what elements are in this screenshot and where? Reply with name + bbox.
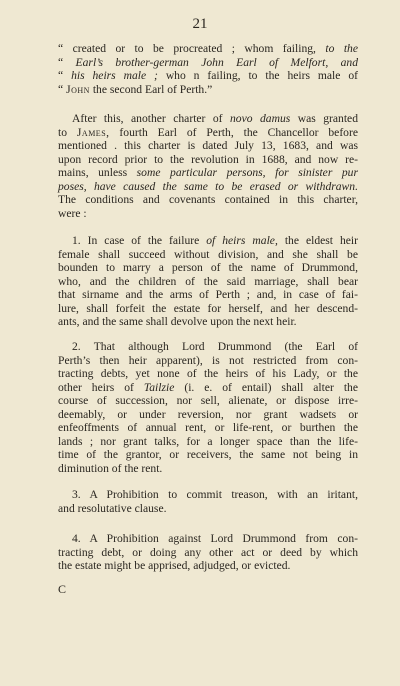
condition-1 bbox=[58, 234, 358, 329]
text-line: 1. In case of the failure of heirs male, the eldest heir bbox=[72, 234, 359, 247]
condition-4 bbox=[58, 532, 358, 573]
text-line: and resolutative clause. bbox=[58, 501, 167, 515]
charter-paragraph bbox=[58, 112, 358, 220]
text-line: tracting debts, yet none of the heirs of his Lady, or the bbox=[58, 367, 358, 380]
text-line: enfeoffments of annual rent, or life-rent, or burthen the bbox=[58, 421, 358, 434]
page-number: 21 bbox=[192, 16, 208, 32]
text-line: female shall succeed without division, and she shall be bbox=[58, 247, 358, 261]
text-line: “ his heirs male ; who n failing, to the heirs male of bbox=[58, 69, 358, 82]
condition-3 bbox=[58, 488, 358, 515]
quoted-passage bbox=[58, 42, 358, 96]
condition-2 bbox=[58, 340, 358, 475]
text-line: that sirname and the arms of Perth ; and, in case of fai- bbox=[58, 288, 358, 301]
text-line: mentioned . this charter is dated July 13, 1683, and was bbox=[58, 139, 358, 152]
signature-mark: C bbox=[58, 582, 67, 596]
text-line: 2. That although Lord Drummond (the Earl of bbox=[72, 340, 358, 353]
text-line: mains, unless some particular persons, for sinister pur bbox=[58, 166, 358, 179]
text-line: lands ; nor grant talks, for a longer space than the life- bbox=[58, 434, 358, 448]
text-line: tracting debt, or doing any other act or deed by which bbox=[58, 545, 358, 559]
text-line: “ Earl’s brother-german John Earl of Melfort, and bbox=[58, 55, 358, 69]
text-line: to James, fourth Earl of Perth, the Chancellor before bbox=[58, 125, 358, 139]
text-line: After this, another charter of novo damus was granted bbox=[72, 112, 358, 125]
text-line: 4. A Prohibition against Lord Drummond from con- bbox=[72, 532, 358, 545]
text-line: poses, have caused the same to be erased or withdrawn. bbox=[58, 179, 358, 193]
text-line: diminution of the rent. bbox=[58, 461, 163, 475]
text-line: other heirs of Tailzie (i. e. of entail) shall alter the bbox=[58, 380, 358, 394]
text-line: bounden to marry a person of the name of Drummond, bbox=[58, 261, 358, 274]
text-line: who, and the children of the said marriage, shall bear bbox=[58, 274, 358, 288]
text-line: The conditions and covenants contained in this charter, bbox=[58, 193, 358, 206]
text-line: Perth’s then heir apparent), is not restricted from con- bbox=[58, 353, 358, 367]
text-line: were : bbox=[58, 206, 87, 220]
text-line: upon record prior to the revolution in 1688, and now re- bbox=[58, 152, 358, 166]
text-line: “ John the second Earl of Perth.” bbox=[58, 82, 213, 96]
text-line: ants, and the same shall devolve upon the next heir. bbox=[58, 315, 297, 328]
text-line: deemably, or under reversion, nor grant wadsets or bbox=[58, 407, 358, 421]
text-line: 3. A Prohibition to commit treason, with an iritant, bbox=[72, 488, 358, 501]
text-line: the estate might be apprised, adjudged, or evicted. bbox=[58, 559, 291, 572]
text-line: “ created or to be procreated ; whom failing, to the bbox=[58, 42, 358, 55]
text-line: course of succession, nor sell, alienate, or dispose irre- bbox=[58, 394, 358, 407]
text-line: lure, shall forfeit the estate for herself, and her descend- bbox=[58, 301, 358, 315]
text-line: time of the grantor, or receivers, the same not being in bbox=[58, 448, 358, 461]
